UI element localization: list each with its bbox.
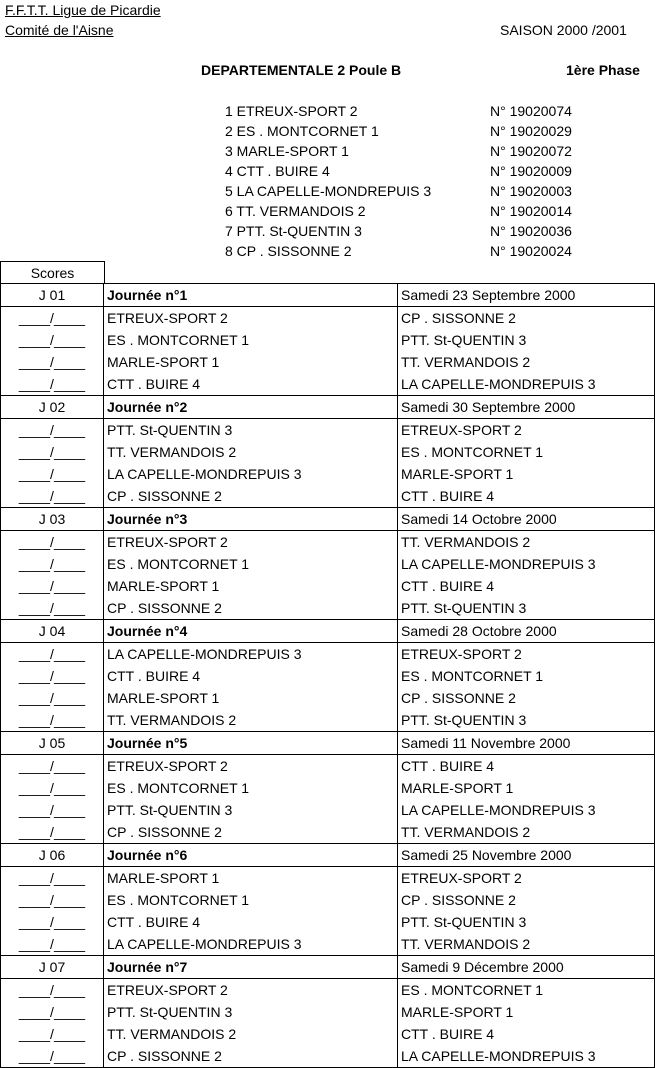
match-row (1, 463, 655, 485)
round-title: Journée n°6 (104, 844, 398, 867)
home-team: CP . SISSONNE 2 (104, 597, 398, 620)
season-label: SAISON 2000 /2001 (500, 22, 627, 38)
away-team: LA CAPELLE-MONDREPUIS 3 (398, 553, 655, 575)
score-blank[interactable]: ____/____ (18, 712, 86, 728)
score-blank[interactable]: ____/____ (18, 1048, 86, 1064)
round-title: Journée n°2 (104, 396, 398, 419)
match-row (1, 755, 655, 778)
home-team: MARLE-SPORT 1 (104, 687, 398, 709)
round-header-row (1, 844, 655, 867)
match-row (1, 575, 655, 597)
away-team: PTT. St-QUENTIN 3 (398, 597, 655, 620)
home-team: TT. VERMANDOIS 2 (104, 1023, 398, 1045)
match-row (1, 687, 655, 709)
away-team: CTT . BUIRE 4 (398, 755, 655, 778)
home-team: TT. VERMANDOIS 2 (104, 441, 398, 463)
home-team: PTT. St-QUENTIN 3 (104, 419, 398, 442)
score-blank[interactable]: ____/____ (18, 646, 86, 662)
team-name: 8 CP . SISSONNE 2 (225, 243, 352, 259)
round-date: Samedi 11 Novembre 2000 (398, 732, 655, 755)
away-team: LA CAPELLE-MONDREPUIS 3 (398, 1045, 655, 1068)
score-cell (1, 799, 104, 821)
team-row (225, 241, 655, 261)
score-cell (1, 329, 104, 351)
schedule (0, 261, 655, 1068)
away-team: ES . MONTCORNET 1 (398, 665, 655, 687)
round-code: J 03 (1, 508, 104, 531)
round-code: J 05 (1, 732, 104, 755)
score-cell (1, 351, 104, 373)
away-team: MARLE-SPORT 1 (398, 1001, 655, 1023)
score-cell (1, 485, 104, 508)
team-row (225, 221, 655, 241)
away-team: MARLE-SPORT 1 (398, 777, 655, 799)
home-team: CTT . BUIRE 4 (104, 911, 398, 933)
score-blank[interactable]: ____/____ (18, 444, 86, 460)
home-team: ES . MONTCORNET 1 (104, 553, 398, 575)
away-team: CP . SISSONNE 2 (398, 687, 655, 709)
away-team: TT. VERMANDOIS 2 (398, 933, 655, 956)
match-row (1, 531, 655, 554)
team-number: N° 19020029 (490, 123, 572, 139)
match-row (1, 799, 655, 821)
score-cell (1, 643, 104, 666)
home-team: CTT . BUIRE 4 (104, 373, 398, 396)
home-team: ETREUX-SPORT 2 (104, 755, 398, 778)
home-team: PTT. St-QUENTIN 3 (104, 1001, 398, 1023)
round-title: Journée n°5 (104, 732, 398, 755)
home-team: ES . MONTCORNET 1 (104, 777, 398, 799)
home-team: LA CAPELLE-MONDREPUIS 3 (104, 643, 398, 666)
away-team: PTT. St-QUENTIN 3 (398, 329, 655, 351)
score-cell (1, 419, 104, 442)
match-row (1, 643, 655, 666)
score-cell (1, 307, 104, 330)
away-team: TT. VERMANDOIS 2 (398, 821, 655, 844)
round-code: J 01 (1, 284, 104, 307)
round-date: Samedi 23 Septembre 2000 (398, 284, 655, 307)
match-row (1, 777, 655, 799)
home-team: ES . MONTCORNET 1 (104, 329, 398, 351)
match-row (1, 665, 655, 687)
team-name: 5 LA CAPELLE-MONDREPUIS 3 (225, 183, 432, 199)
score-blank[interactable]: ____/____ (18, 310, 86, 326)
committee-title: Comité de l'Aisne (5, 22, 114, 38)
team-row (225, 161, 655, 181)
score-cell (1, 1001, 104, 1023)
score-blank[interactable]: ____/____ (18, 354, 86, 370)
match-row (1, 419, 655, 442)
match-row (1, 1023, 655, 1045)
score-blank[interactable]: ____/____ (18, 578, 86, 594)
score-cell (1, 821, 104, 844)
away-team: TT. VERMANDOIS 2 (398, 351, 655, 373)
team-number: N° 19020024 (490, 243, 572, 259)
round-title: Journée n°4 (104, 620, 398, 643)
round-date: Samedi 25 Novembre 2000 (398, 844, 655, 867)
score-cell (1, 531, 104, 554)
team-row (225, 121, 655, 141)
score-cell (1, 1023, 104, 1045)
home-team: CTT . BUIRE 4 (104, 665, 398, 687)
team-number: N° 19020074 (490, 103, 572, 119)
team-name: 4 CTT . BUIRE 4 (225, 163, 330, 179)
home-team: PTT. St-QUENTIN 3 (104, 799, 398, 821)
home-team: MARLE-SPORT 1 (104, 575, 398, 597)
team-number: N° 19020003 (490, 183, 572, 199)
team-row (225, 201, 655, 221)
score-cell (1, 1045, 104, 1068)
score-blank[interactable]: ____/____ (18, 332, 86, 348)
score-cell (1, 553, 104, 575)
away-team: LA CAPELLE-MONDREPUIS 3 (398, 799, 655, 821)
home-team: ETREUX-SPORT 2 (104, 307, 398, 330)
match-row (1, 889, 655, 911)
score-blank[interactable]: ____/____ (18, 668, 86, 684)
score-blank[interactable]: ____/____ (18, 780, 86, 796)
away-team: ETREUX-SPORT 2 (398, 419, 655, 442)
round-header-row (1, 508, 655, 531)
match-row (1, 867, 655, 890)
score-cell (1, 373, 104, 396)
round-code: J 02 (1, 396, 104, 419)
match-row (1, 553, 655, 575)
score-cell (1, 979, 104, 1002)
home-team: CP . SISSONNE 2 (104, 1045, 398, 1068)
score-cell (1, 867, 104, 890)
schedule-table (0, 283, 655, 1068)
home-team: LA CAPELLE-MONDREPUIS 3 (104, 933, 398, 956)
round-date: Samedi 14 Octobre 2000 (398, 508, 655, 531)
round-title: Journée n°7 (104, 956, 398, 979)
match-row (1, 911, 655, 933)
score-cell (1, 755, 104, 778)
round-header-row (1, 396, 655, 419)
home-team: TT. VERMANDOIS 2 (104, 709, 398, 732)
away-team: ES . MONTCORNET 1 (398, 441, 655, 463)
match-row (1, 1001, 655, 1023)
away-team: CP . SISSONNE 2 (398, 889, 655, 911)
away-team: ETREUX-SPORT 2 (398, 643, 655, 666)
score-blank[interactable]: ____/____ (18, 758, 86, 774)
division-title: DEPARTEMENTALE 2 Poule B (201, 62, 402, 78)
away-team: CTT . BUIRE 4 (398, 1023, 655, 1045)
score-cell (1, 911, 104, 933)
score-cell (1, 463, 104, 485)
score-blank[interactable]: ____/____ (18, 376, 86, 392)
round-title: Journée n°3 (104, 508, 398, 531)
home-team: MARLE-SPORT 1 (104, 867, 398, 890)
home-team: CP . SISSONNE 2 (104, 485, 398, 508)
team-number: N° 19020014 (490, 203, 572, 219)
team-name: 3 MARLE-SPORT 1 (225, 143, 349, 159)
round-code: J 06 (1, 844, 104, 867)
team-number: N° 19020036 (490, 223, 572, 239)
away-team: LA CAPELLE-MONDREPUIS 3 (398, 373, 655, 396)
scores-label: Scores (0, 261, 105, 283)
match-row (1, 1045, 655, 1068)
away-team: CTT . BUIRE 4 (398, 575, 655, 597)
away-team: CTT . BUIRE 4 (398, 485, 655, 508)
match-row (1, 351, 655, 373)
team-number: N° 19020072 (490, 143, 572, 159)
home-team: LA CAPELLE-MONDREPUIS 3 (104, 463, 398, 485)
score-blank[interactable]: ____/____ (18, 690, 86, 706)
round-header-row (1, 620, 655, 643)
team-name: 1 ETREUX-SPORT 2 (225, 103, 358, 119)
match-row (1, 307, 655, 330)
home-team: MARLE-SPORT 1 (104, 351, 398, 373)
team-name: 6 TT. VERMANDOIS 2 (225, 203, 366, 219)
scores-header (0, 261, 655, 283)
away-team: CP . SISSONNE 2 (398, 307, 655, 330)
match-row (1, 373, 655, 396)
round-header-row (1, 732, 655, 755)
score-cell (1, 709, 104, 732)
away-team: PTT. St-QUENTIN 3 (398, 911, 655, 933)
team-number: N° 19020009 (490, 163, 572, 179)
team-name: 7 PTT. St-QUENTIN 3 (225, 223, 362, 239)
score-blank[interactable]: ____/____ (18, 488, 86, 504)
round-date: Samedi 28 Octobre 2000 (398, 620, 655, 643)
team-list (225, 101, 655, 261)
away-team: TT. VERMANDOIS 2 (398, 531, 655, 554)
round-code: J 04 (1, 620, 104, 643)
score-cell (1, 687, 104, 709)
round-code: J 07 (1, 956, 104, 979)
score-cell (1, 777, 104, 799)
home-team: ETREUX-SPORT 2 (104, 979, 398, 1002)
score-blank[interactable]: ____/____ (18, 556, 86, 572)
team-row (225, 101, 655, 121)
home-team: ETREUX-SPORT 2 (104, 531, 398, 554)
away-team: MARLE-SPORT 1 (398, 463, 655, 485)
score-blank[interactable]: ____/____ (18, 466, 86, 482)
score-cell (1, 597, 104, 620)
score-blank[interactable]: ____/____ (18, 600, 86, 616)
round-header-row (1, 956, 655, 979)
match-row (1, 979, 655, 1002)
score-cell (1, 933, 104, 956)
team-row (225, 141, 655, 161)
home-team: CP . SISSONNE 2 (104, 821, 398, 844)
round-title: Journée n°1 (104, 284, 398, 307)
away-team: ETREUX-SPORT 2 (398, 867, 655, 890)
score-blank[interactable]: ____/____ (18, 824, 86, 840)
match-row (1, 597, 655, 620)
round-header-row (1, 284, 655, 307)
score-blank[interactable]: ____/____ (18, 892, 86, 908)
round-date: Samedi 9 Décembre 2000 (398, 956, 655, 979)
score-cell (1, 575, 104, 597)
match-row (1, 329, 655, 351)
match-row (1, 441, 655, 463)
score-blank[interactable]: ____/____ (18, 802, 86, 818)
score-cell (1, 441, 104, 463)
round-date: Samedi 30 Septembre 2000 (398, 396, 655, 419)
federation-title: F.F.T.T. Ligue de Picardie (5, 2, 161, 18)
score-blank[interactable]: ____/____ (18, 1026, 86, 1042)
phase-label: 1ère Phase (566, 62, 640, 78)
match-row (1, 485, 655, 508)
score-blank[interactable]: ____/____ (18, 982, 86, 998)
score-cell (1, 665, 104, 687)
home-team: ES . MONTCORNET 1 (104, 889, 398, 911)
score-cell (1, 889, 104, 911)
score-blank[interactable]: ____/____ (18, 936, 86, 952)
match-row (1, 933, 655, 956)
team-row (225, 181, 655, 201)
score-blank[interactable]: ____/____ (18, 534, 86, 550)
score-blank[interactable]: ____/____ (18, 914, 86, 930)
match-row (1, 821, 655, 844)
score-blank[interactable]: ____/____ (18, 870, 86, 886)
score-blank[interactable]: ____/____ (18, 1004, 86, 1020)
score-blank[interactable]: ____/____ (18, 422, 86, 438)
team-name: 2 ES . MONTCORNET 1 (225, 123, 379, 139)
away-team: PTT. St-QUENTIN 3 (398, 709, 655, 732)
match-row (1, 709, 655, 732)
away-team: ES . MONTCORNET 1 (398, 979, 655, 1002)
